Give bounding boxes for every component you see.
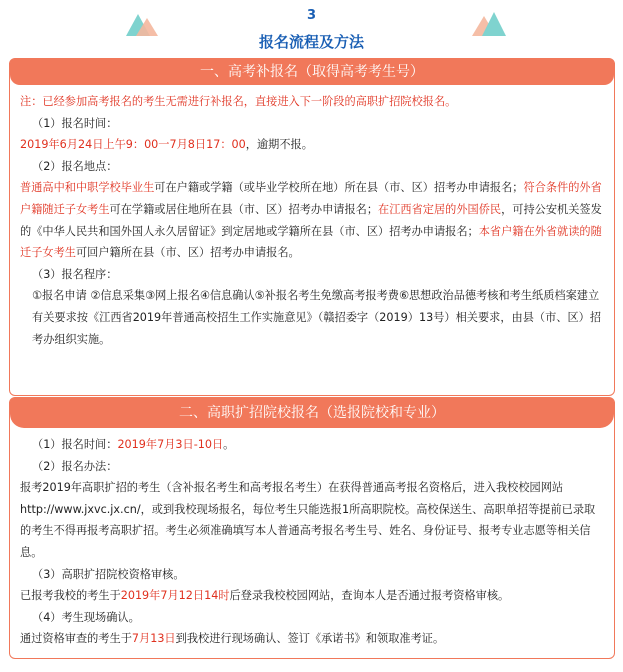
procedure-text: ①报名申请 ②信息采集③网上报名④信息确认⑤补报名考生免缴高考报考费⑥思想政治品德考核和考生纸质档案建立有关要求按《江西省2019年普通高校招生工作实施意见》（赣招委字（2019）13号）相关要求，由县（市、区）招考办组织实施。: [32, 289, 602, 346]
section-card-college-registration: [9, 397, 615, 659]
section-number: 3: [306, 8, 317, 23]
confirm-label: （4）考生现场确认。: [32, 610, 140, 624]
place-label: （2）报名地点：: [32, 159, 118, 173]
review-line: [20, 585, 604, 607]
note-text: 注：已经参加高考报名的考生无需进行补报名，直接进入下一阶段的高职扩招院校报名。: [20, 95, 457, 108]
review-prefix: 已报考我校的考生于: [20, 589, 121, 603]
time-value: 2019年6月24日上午9：00一7月8日17：00: [20, 138, 246, 152]
section-body: [10, 85, 614, 350]
confirm-line: [20, 628, 604, 650]
review-text: 后登录我校校园网站，查询本人是否通过报考资格审核。: [229, 589, 510, 603]
place-1-highlight: 普通高中和中职学校毕业生: [20, 181, 155, 195]
time-line: [20, 134, 604, 156]
place-2-text: 可在学籍或居住地所在县（市、区）招考办申请报名；: [109, 202, 379, 216]
confirm-prefix: 通过资格审查的考生于: [20, 632, 132, 646]
place-4-highlight: 本省户籍在外省就读的随迁子女考生: [20, 224, 602, 260]
method-text: 报考2019年高职扩招的考生（含补报名考生和高考报名考生）在获得普通高考报名资格后，进入我校校园网站http://www.jxvc.jx.cn/，或到我校现场报名，每位考生只能选报1所高职院校。高校保送生、高职单招等提前已录取的考生不得再报考高职扩招。考生必须准确填写本人普通高考报名考生号、姓名、身份证号、报考专业志愿等相关信息。: [20, 481, 596, 559]
time-suffix: 。: [223, 438, 235, 451]
place-text: [20, 177, 604, 263]
section-heading: 二、高职扩招院校报名（选报院校和专业）: [10, 398, 614, 428]
method-label: （2）报名办法：: [32, 459, 118, 473]
review-label: （3）高职扩招院校资格审核。: [32, 567, 185, 581]
place-1-text: 可在户籍或学籍（或毕业学校所在地）所在县（市、区）招考办申请报名；: [154, 181, 524, 195]
place-3-highlight: 在江西省定居的外国侨民: [378, 202, 502, 216]
place-3-text: ，可持公安机关签发的《中华人民共和国外国人永久居留证》到定居地或学籍所在县（市、区）招考办申请报名；: [20, 202, 602, 238]
time-value: 2019年7月3日-10日: [117, 438, 224, 451]
section-card-supplementary-registration: [9, 58, 615, 396]
review-date: 2019年7月12日14时: [120, 589, 230, 603]
time-line: [20, 434, 604, 456]
place-2-highlight: 符合条件的外省户籍随迁子女考生: [20, 181, 602, 216]
time-suffix: ，逾期不报。: [245, 138, 313, 152]
page-title: 报名流程及方法: [258, 33, 364, 51]
confirm-date: 7月13日: [131, 632, 176, 646]
time-label: （1）报名时间：: [32, 116, 118, 130]
time-label: （1）报名时间：: [32, 438, 118, 451]
procedure-label: （3）报名程序：: [32, 267, 118, 281]
section-body: [10, 428, 614, 650]
section-heading: 一、高考补报名（取得高考考生号）: [10, 59, 614, 85]
confirm-text: 到我校进行现场确认、签订《承诺书》和领取准考证。: [175, 632, 445, 646]
place-4-text: 可回户籍所在县（市、区）招考办申请报名。: [75, 246, 300, 260]
